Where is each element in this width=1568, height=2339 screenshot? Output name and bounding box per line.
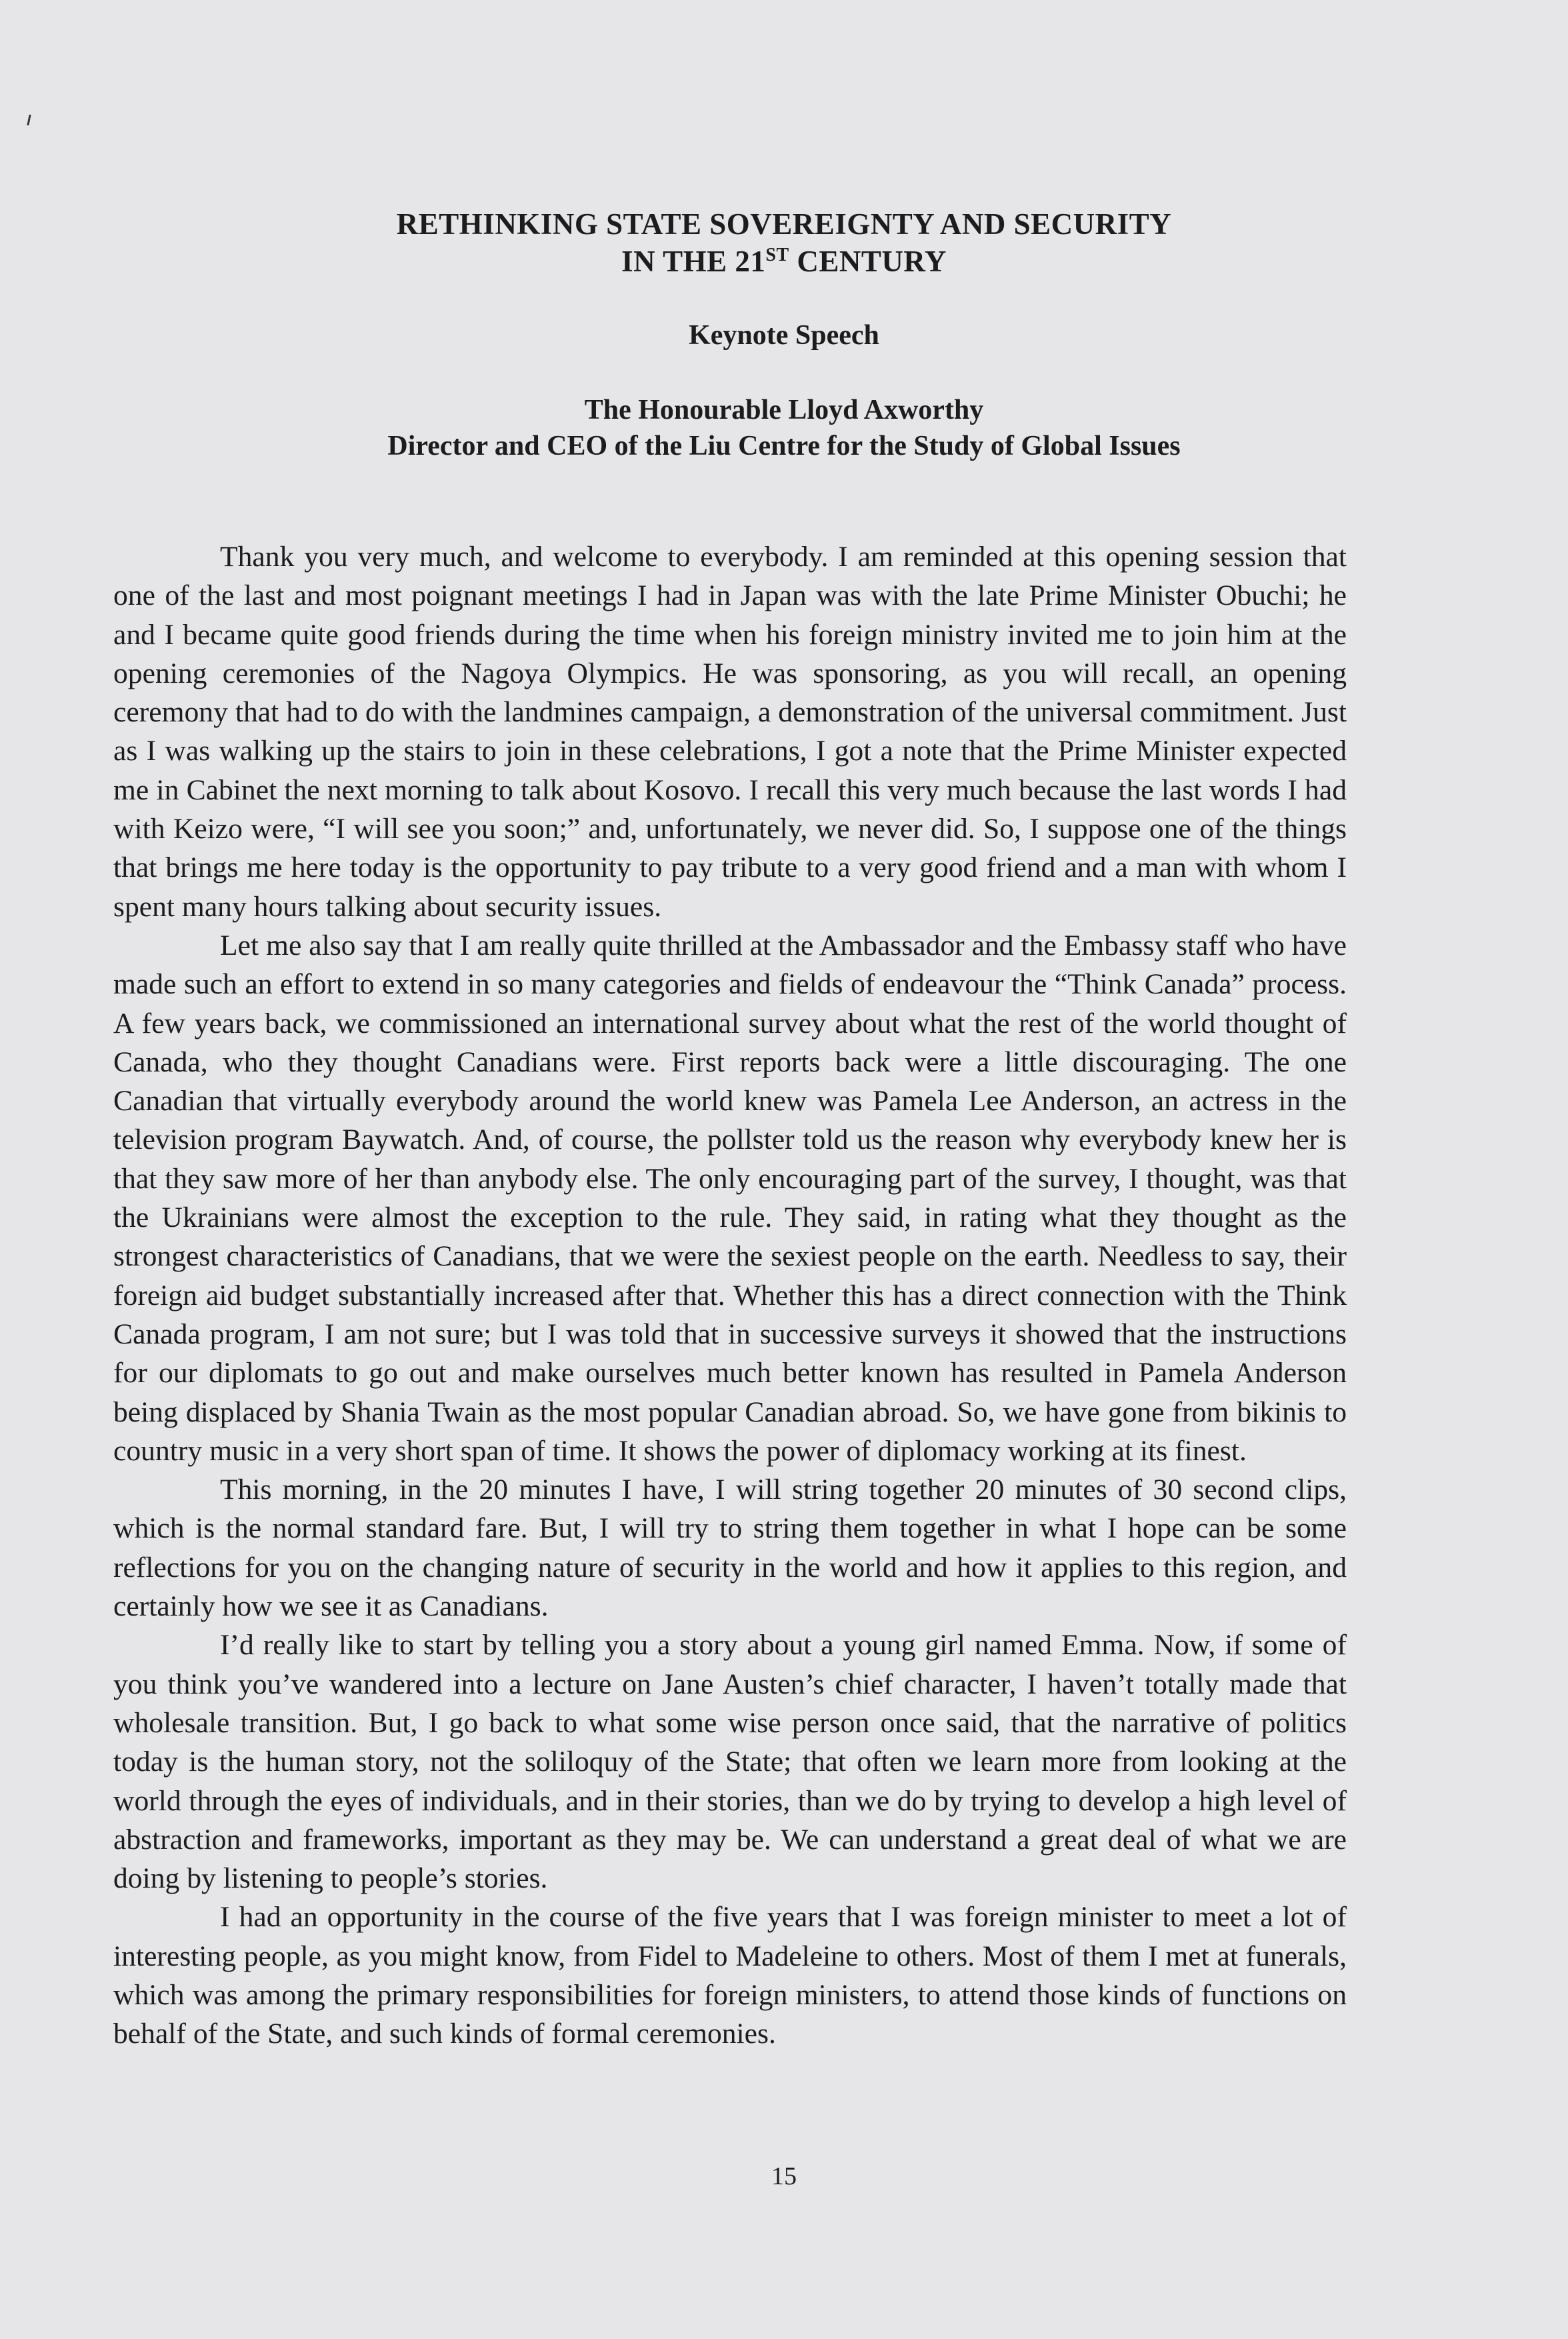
document-title	[0, 205, 1568, 280]
paragraph: Thank you very much, and welcome to everybody. I am reminded at this opening session that one of the last and most poignant meetings I had in Japan was with the late Prime Minister Obuchi; he and I became quite good friends during the time when his foreign ministry invited me to join him at the opening ceremonies of the Nagoya Olympics. He was sponsoring, as you will recall, an opening ceremony that had to do with the landmines campaign, a demonstration of the universal commitment. Just as I was walking up the stairs to join in these celebrations, I got a note that the Prime Minister expected me in Cabinet the next morning to talk about Kosovo. I recall this very much because the last words I had with Keizo were, “I will see you soon;” and, unfortunately, we never did. So, I suppose one of the things that brings me here today is the opportunity to pay tribute to a very good friend and a man with whom I spent many hours talking about security issues.	[113, 541, 1347, 923]
paragraph: Let me also say that I am really quite thrilled at the Ambassador and the Embassy staff who have made such an effort to extend in so many categories and fields of endeavour the “Think Canada” process. A few years back, we commissioned an international survey about what the rest of the world thought of Canada, who they thought Canadians were. First reports back were a little discouraging. The one Canadian that virtually everybody around the world knew was Pamela Lee Anderson, an actress in the television program Baywatch. And, of course, the pollster told us the reason why everybody knew her is that they saw more of her than anybody else. The only encouraging part of the survey, I thought, was that the Ukrainians were almost the exception to the rule. They said, in rating what they thought as the strongest characteristics of Canadians, that we were the sexiest people on the earth. Needless to say, their foreign aid budget substantially increased after that. Whether this has a direct connection with the Think Canada program, I am not sure; but I was told that in successive surveys it showed that the instructions for our diplomats to go out and make ourselves much better known has resulted in Pamela Anderson being displaced by Shania Twain as the most popular Canadian abroad. So, we have gone from bikinis to country music in a very short span of time. It shows the power of diplomacy working at its finest.	[113, 929, 1347, 1467]
title-line-2-post: CENTURY	[789, 245, 947, 278]
title-line-2-pre: IN THE 21	[621, 245, 766, 278]
paragraph: This morning, in the 20 minutes I have, I will string together 20 minutes of 30 second clips, which is the normal standard fare. But, I will try to string them together in what I hope can be some reflections for you on the changing nature of security in the world and how it applies to this region, and certainly how we see it as Canadians.	[113, 1474, 1347, 1623]
speaker-name: The Honourable Lloyd Axworthy	[584, 395, 984, 425]
page-number: 15	[771, 2162, 797, 2190]
speech-body	[113, 537, 1347, 2054]
title-line-2-superscript: ST	[765, 245, 789, 265]
paragraph: I’d really like to start by telling you a story about a young girl named Emma. Now, if some of you think you’ve wandered into a lecture on Jane Austen’s chief character, I haven’t totally made that wholesale transition. But, I go back to what some wise person once said, that the narrative of politics today is the human story, not the soliloquy of the State; that often we learn more from looking at the world through the eyes of individuals, and in their stories, than we do by trying to develop a high level of abstraction and frameworks, important as they may be. We can understand a great deal of what we are doing by listening to people’s stories.	[113, 1629, 1347, 1895]
document-subtitle: Keynote Speech	[689, 320, 879, 351]
title-line-1: RETHINKING STATE SOVEREIGNTY AND SECURITY	[396, 207, 1172, 241]
speaker-title: Director and CEO of the Liu Centre for the Study of Global Issues	[387, 431, 1181, 461]
stray-ink-mark	[27, 115, 31, 125]
speaker-block	[0, 392, 1568, 464]
title-line-2	[0, 243, 1568, 280]
paragraph: I had an opportunity in the course of the five years that I was foreign minister to meet a lot of interesting people, as you might know, from Fidel to Madeleine to others. Most of them I met at funerals, which was among the primary responsibilities for foreign ministers, to attend those kinds of functions on behalf of the State, and such kinds of formal ceremonies.	[113, 1901, 1347, 2050]
